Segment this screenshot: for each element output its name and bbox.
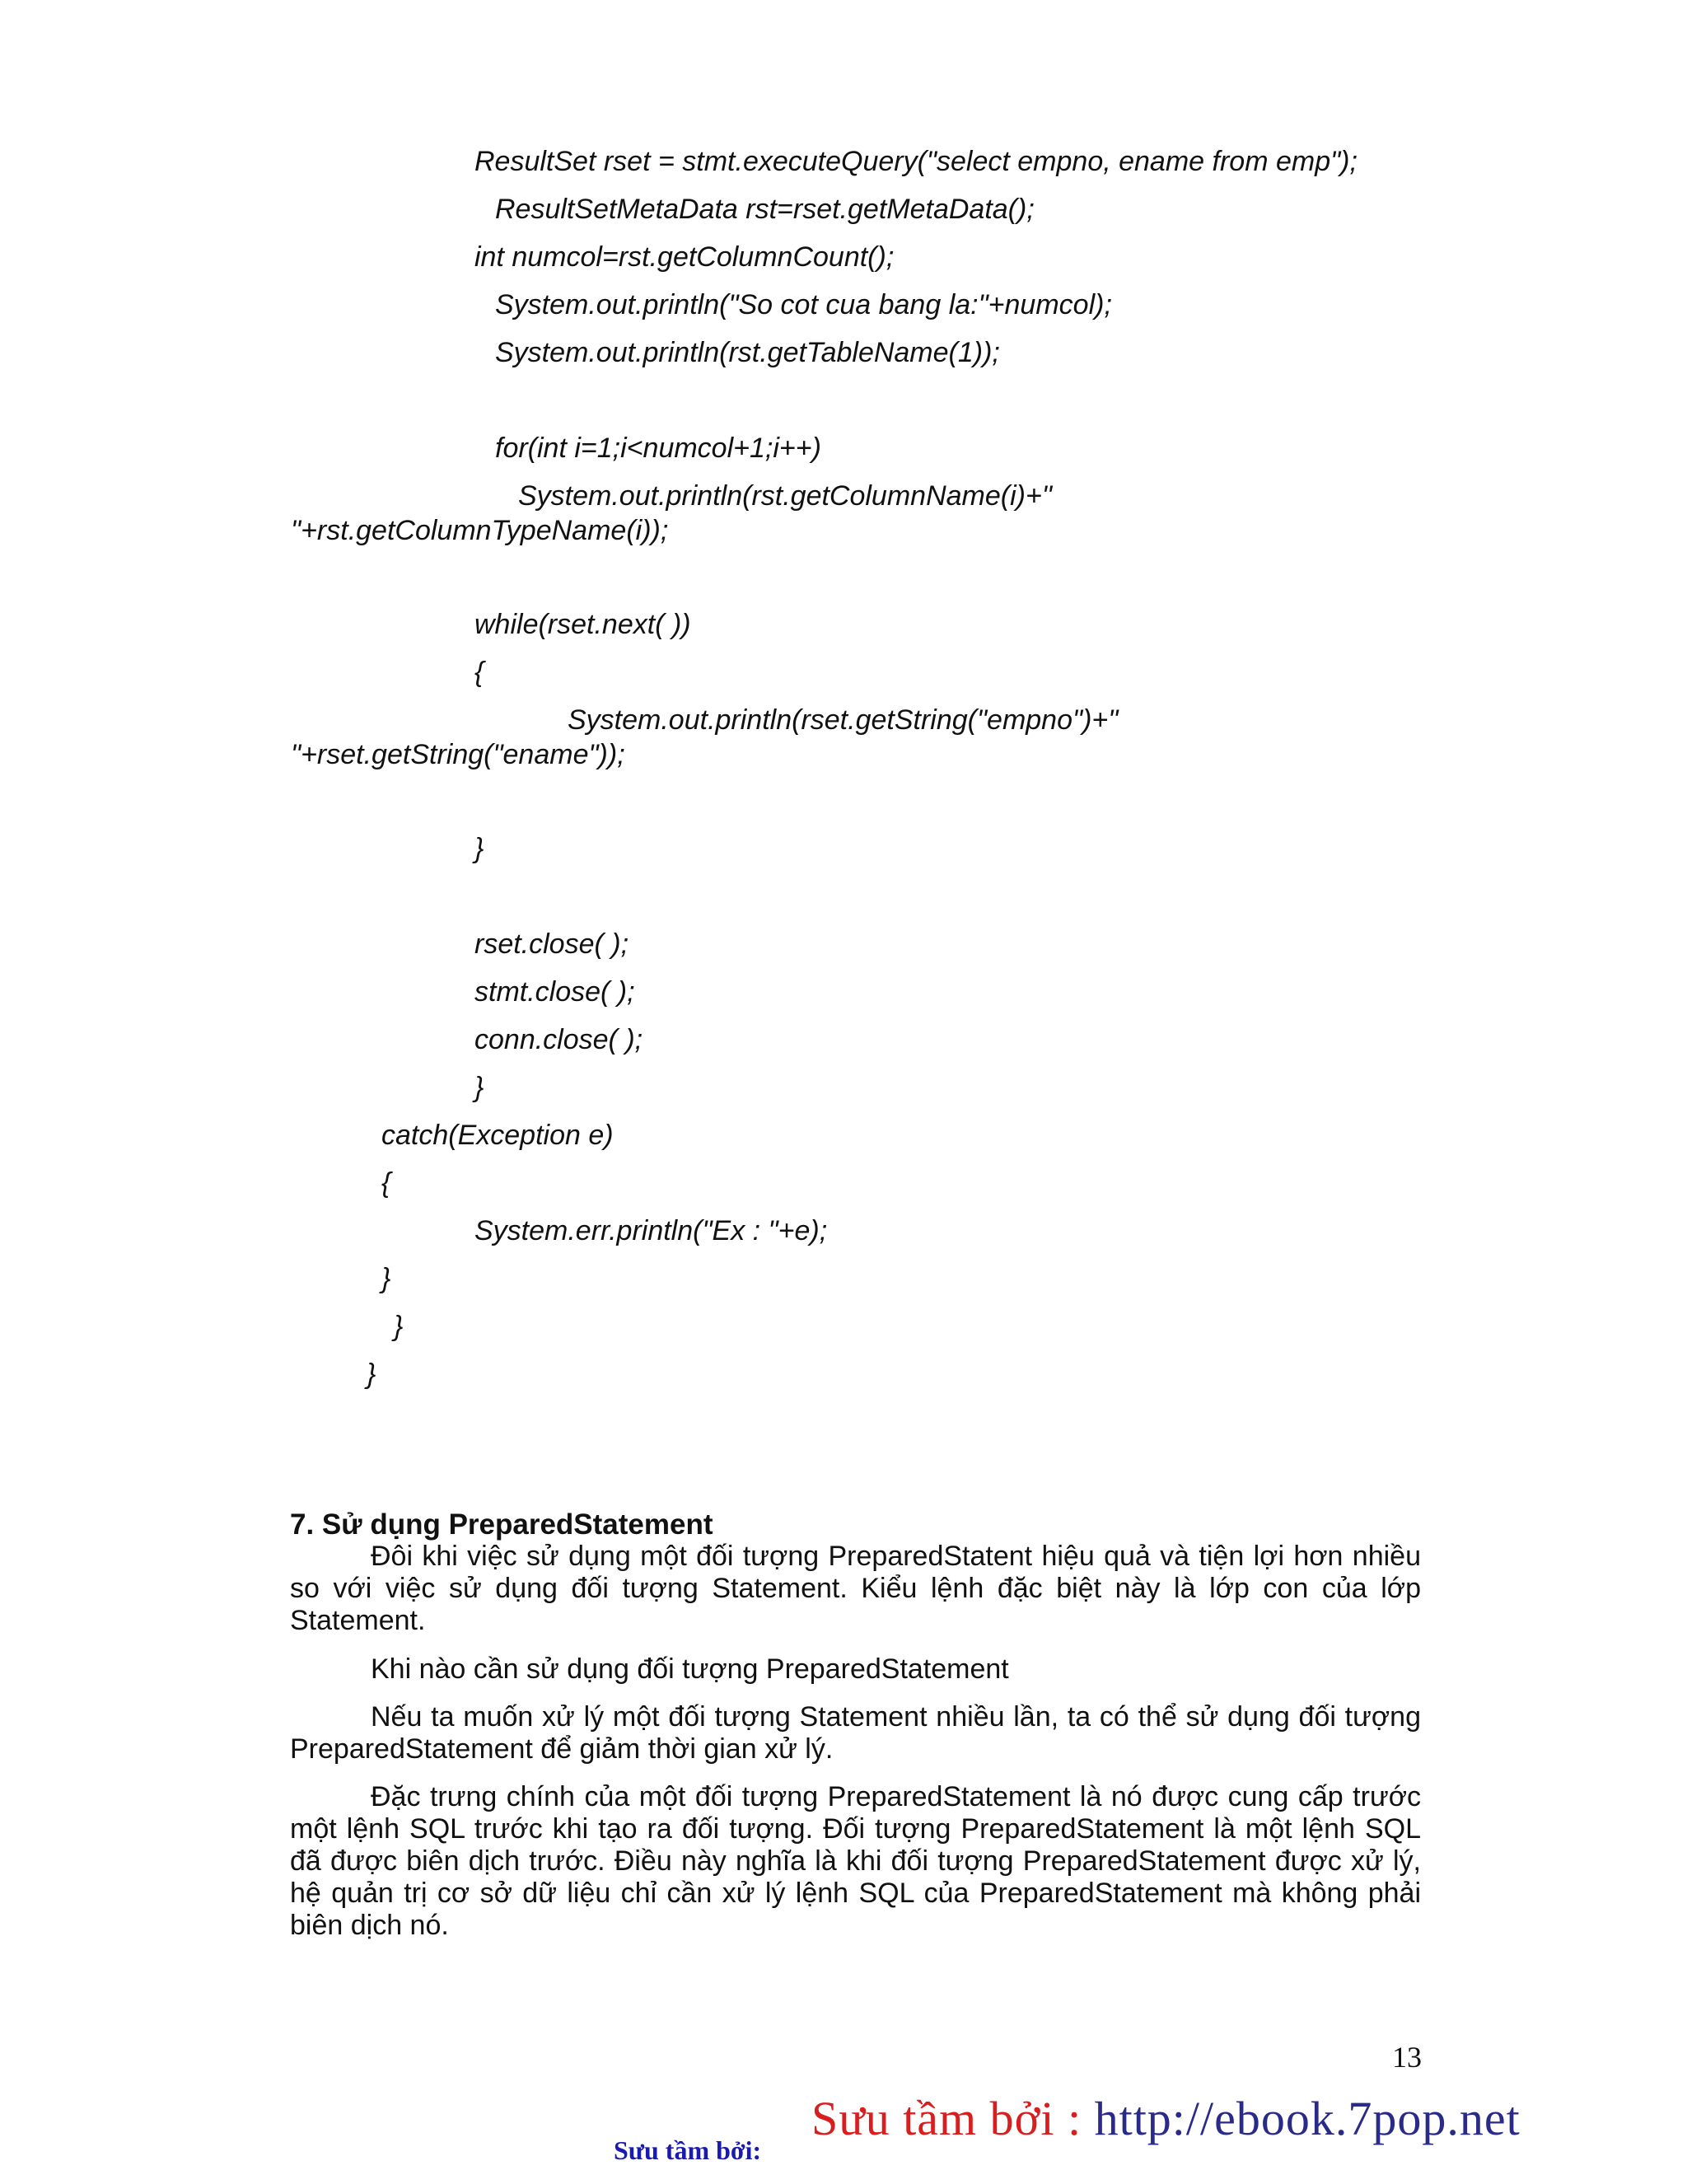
watermark-lead: Sưu tầm bởi : [811,2092,1095,2145]
page-number: 13 [1392,2041,1422,2074]
code-line: System.out.println("So cot cua bang la:"+numcol); [495,289,1112,320]
code-line: rset.close( ); [474,928,629,960]
paragraph: Nếu ta muốn xử lý một đối tượng Statement nhiều lần, ta có thể sử dụng đối tượng PreparedStatement để giảm thời gian xử lý. [290,1701,1421,1765]
code-line: "+rset.getString("ename")); [291,739,625,770]
code-line: conn.close( ); [474,1024,643,1055]
code-line: for(int i=1;i<numcol+1;i++) [495,433,821,464]
code-line: System.out.println(rst.getColumnName(i)+" [518,480,1052,512]
watermark-url: http://ebook.7pop.net [1094,2092,1521,2145]
section-heading: 7. Sử dụng PreparedStatement [290,1508,713,1541]
code-line: System.out.println(rset.getString("empno")+" [568,704,1119,736]
code-line: } [474,1072,484,1103]
code-line: } [394,1311,404,1342]
watermark-logo [811,2091,1521,2146]
code-line: ResultSet rset = stmt.executeQuery("select empno, ename from emp"); [474,146,1358,177]
paragraph: Đặc trưng chính của một đối tượng PreparedStatement là nó được cung cấp trước một lệnh SQL trước khi tạo ra đối tượng. Đối tượng PreparedStatement là một lệnh SQL đã được biên dịch trước. Điều này nghĩa là khi đối tượng PreparedStatement được xử lý, hệ quản trị cơ sở dữ liệu chỉ cần xử lý lệnh SQL của PreparedStatement mà không phải biên dịch nó. [290,1781,1421,1941]
paragraph: Đôi khi việc sử dụng một đối tượng PreparedStatent hiệu quả và tiện lợi hơn nhiều so với việc sử dụng đối tượng Statement. Kiểu lệnh đặc biệt này là lớp con của lớp Statement. [290,1541,1421,1636]
code-line: while(rset.next( )) [474,609,691,640]
code-line: { [381,1167,391,1199]
code-line: } [367,1359,376,1390]
footer-label: Sưu tầm bởi: [614,2135,762,2165]
code-line: catch(Exception e) [381,1120,614,1151]
code-line: stmt.close( ); [474,976,635,1008]
code-line: ResultSetMetaData rst=rset.getMetaData(); [495,194,1035,225]
code-line: } [474,833,484,864]
code-line: System.out.println(rst.getTableName(1)); [495,337,1000,368]
code-line: int numcol=rst.getColumnCount(); [474,241,895,273]
code-line: System.err.println("Ex : "+e); [474,1215,828,1246]
code-line: } [381,1263,391,1294]
code-line: "+rst.getColumnTypeName(i)); [291,515,669,546]
code-line: { [474,657,484,688]
paragraph: Khi nào cần sử dụng đối tượng PreparedStatement [371,1653,1009,1685]
